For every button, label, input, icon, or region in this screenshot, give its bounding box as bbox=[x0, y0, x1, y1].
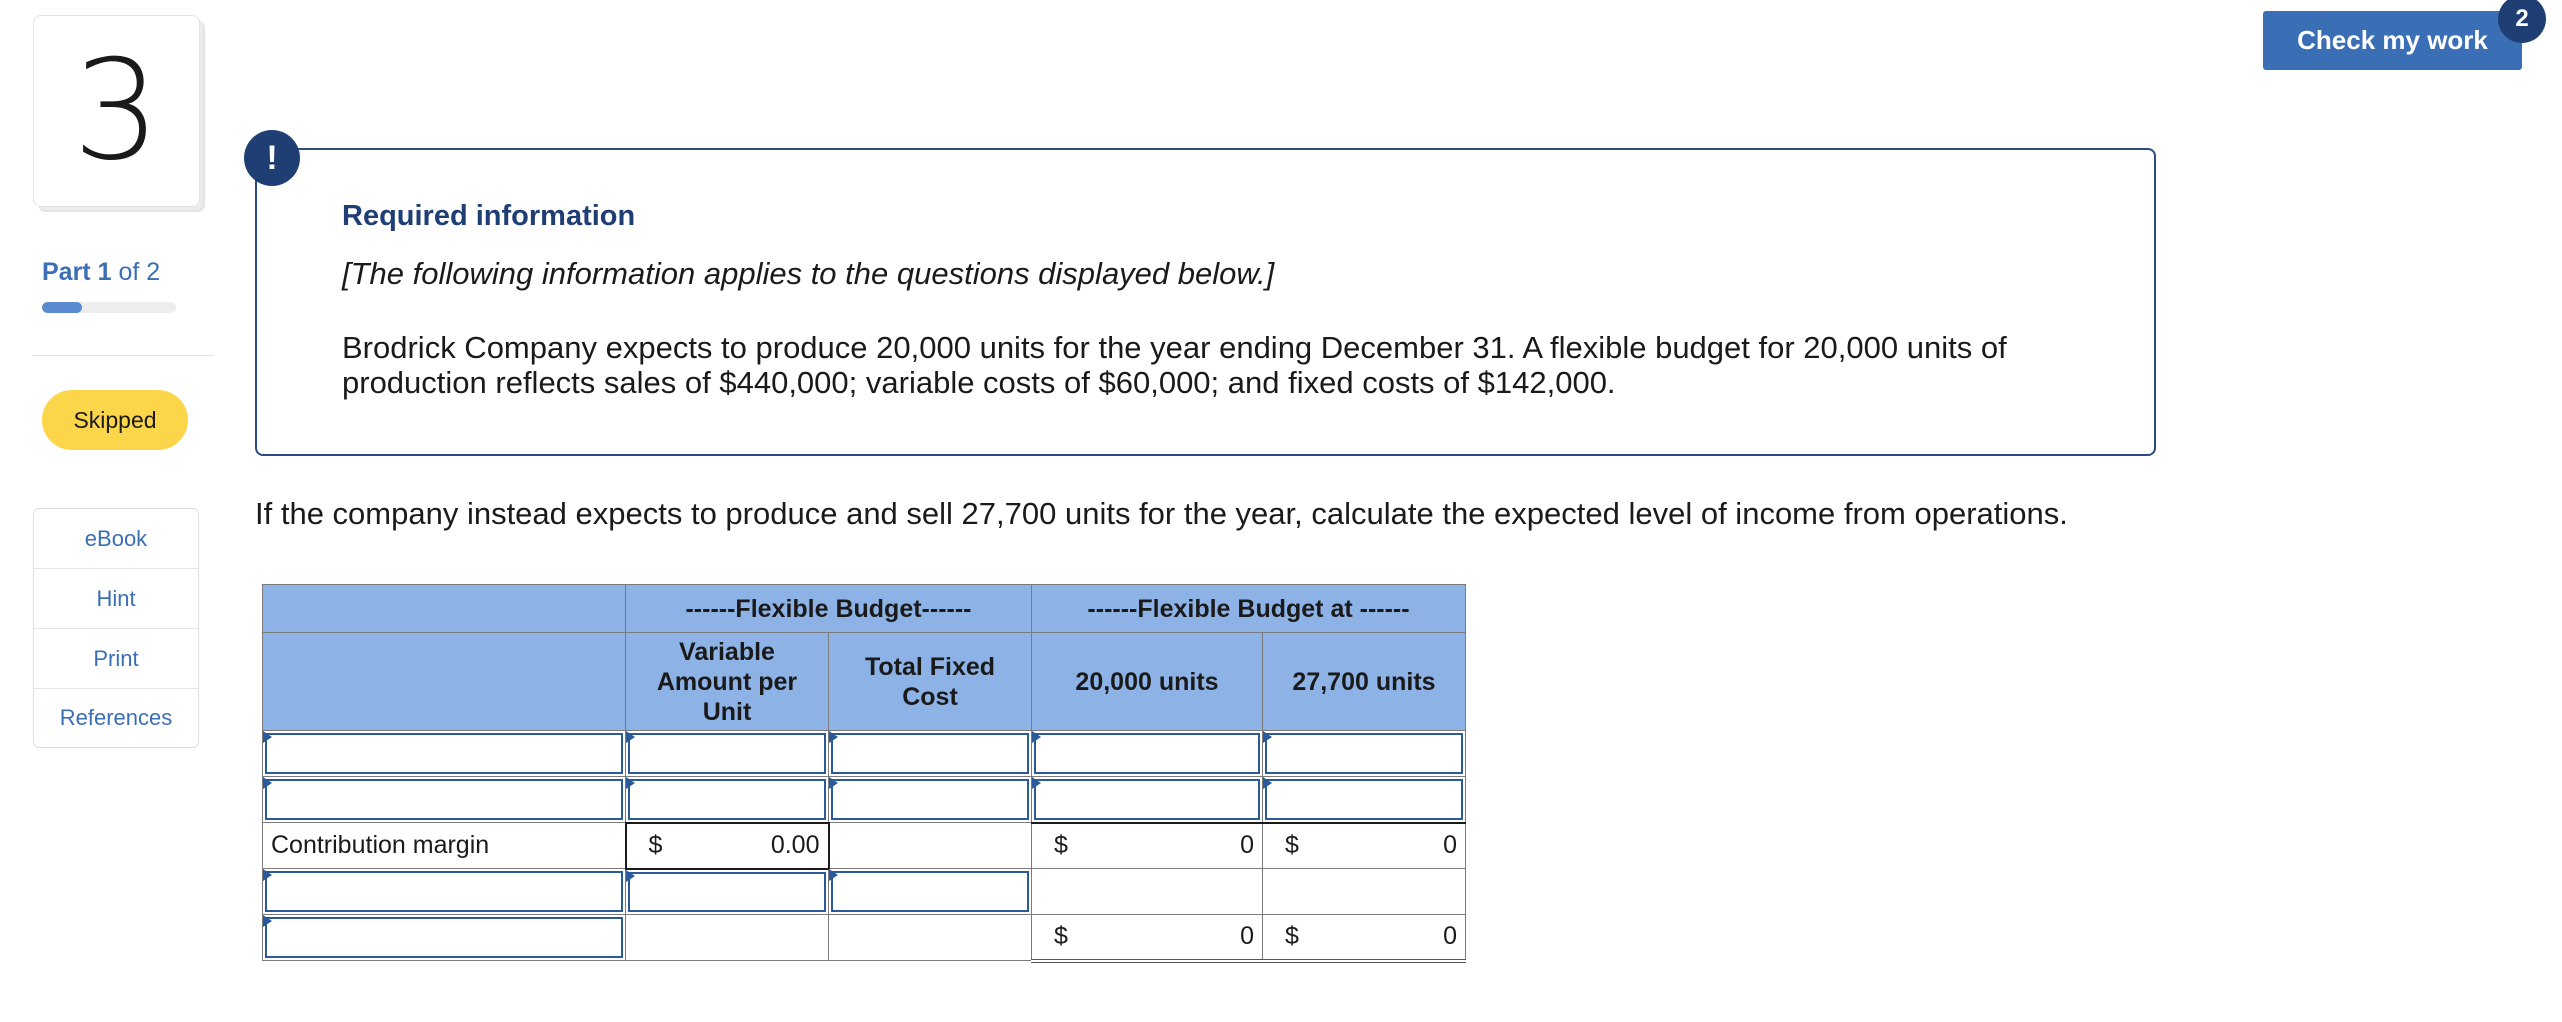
header-flexible-budget: ------Flexible Budget------ bbox=[626, 585, 1032, 633]
header-variable-amount: Variable Amount per Unit bbox=[626, 633, 829, 731]
table-row bbox=[263, 869, 1466, 915]
table-row bbox=[263, 731, 1466, 777]
required-information-title: Required information bbox=[342, 200, 636, 232]
dropdown-marker-icon bbox=[1263, 777, 1272, 789]
cm-27700-value: $ 0 bbox=[1285, 831, 1457, 860]
cm-variable-value: $ 0.00 bbox=[648, 831, 820, 859]
flexible-budget-table bbox=[262, 584, 1466, 963]
row2-20000-input[interactable] bbox=[1034, 779, 1260, 820]
check-my-work-button[interactable]: Check my work bbox=[2263, 11, 2522, 70]
dropdown-marker-icon bbox=[1032, 731, 1041, 743]
row4-27700-empty bbox=[1263, 869, 1466, 915]
header-27700-units: 27,700 units bbox=[1263, 633, 1466, 731]
row4-label-input[interactable] bbox=[265, 871, 623, 912]
header-blank-2 bbox=[263, 633, 626, 731]
row4-20000-empty bbox=[1032, 869, 1263, 915]
dropdown-marker-icon bbox=[626, 870, 635, 882]
status-badge: Skipped bbox=[42, 390, 188, 450]
dropdown-marker-icon bbox=[626, 777, 635, 789]
dropdown-marker-icon bbox=[263, 915, 272, 927]
ebook-link[interactable]: eBook bbox=[34, 509, 198, 569]
cm-fixed-empty bbox=[829, 823, 1032, 869]
alert-icon: ! bbox=[244, 130, 300, 186]
tools-panel bbox=[33, 508, 199, 748]
table-row bbox=[263, 777, 1466, 823]
hint-link[interactable]: Hint bbox=[34, 569, 198, 629]
part-indicator bbox=[42, 258, 160, 287]
contribution-margin-label: Contribution margin bbox=[263, 823, 626, 869]
row5-label-input[interactable] bbox=[265, 917, 623, 958]
part-prefix: Part bbox=[42, 258, 91, 286]
print-link[interactable]: Print bbox=[34, 629, 198, 689]
dropdown-marker-icon bbox=[829, 869, 838, 881]
dropdown-marker-icon bbox=[829, 777, 838, 789]
row2-variable-input[interactable] bbox=[628, 779, 826, 820]
part-total: of 2 bbox=[118, 258, 161, 286]
part-progress-fill bbox=[42, 302, 82, 313]
dropdown-marker-icon bbox=[1032, 777, 1041, 789]
header-20000-units: 20,000 units bbox=[1032, 633, 1263, 731]
row1-20000-input[interactable] bbox=[1034, 733, 1260, 774]
required-information-box bbox=[255, 148, 2156, 456]
dropdown-marker-icon bbox=[829, 731, 838, 743]
sidebar-divider bbox=[32, 355, 214, 356]
row4-fixed-input[interactable] bbox=[831, 871, 1029, 912]
question-text: If the company instead expects to produce and sell 27,700 units for the year, calculate the expected level of income from operations. bbox=[255, 496, 2068, 531]
row2-fixed-input[interactable] bbox=[831, 779, 1029, 820]
dropdown-marker-icon bbox=[1263, 731, 1272, 743]
header-blank bbox=[263, 585, 626, 633]
part-progress-bar bbox=[42, 302, 176, 313]
dropdown-marker-icon bbox=[626, 731, 635, 743]
dropdown-marker-icon bbox=[263, 731, 272, 743]
row1-variable-input[interactable] bbox=[628, 733, 826, 774]
row5-fixed-empty bbox=[829, 915, 1032, 961]
table-row-total bbox=[263, 915, 1466, 961]
header-total-fixed-cost: Total Fixed Cost bbox=[829, 633, 1032, 731]
dropdown-marker-icon bbox=[263, 869, 272, 881]
question-number-card bbox=[33, 15, 200, 207]
row1-fixed-input[interactable] bbox=[831, 733, 1029, 774]
required-information-subtitle: [The following information applies to the questions displayed below.] bbox=[342, 256, 1275, 291]
dropdown-marker-icon bbox=[263, 777, 272, 789]
required-information-body: Brodrick Company expects to produce 20,000 units for the year ending December 31. A flexible budget for 20,000 units of production reflects sales of $440,000; variable costs of $60,000; and fixed costs of $142,000. bbox=[342, 330, 2007, 400]
cm-20000-value: $ 0 bbox=[1054, 831, 1254, 860]
part-current: 1 bbox=[97, 258, 112, 286]
row4-variable-input[interactable] bbox=[628, 872, 826, 913]
total-20000-value: $ 0 bbox=[1054, 922, 1254, 951]
row2-27700-input[interactable] bbox=[1265, 779, 1463, 820]
references-link[interactable]: References bbox=[59, 705, 173, 730]
row1-label-input[interactable] bbox=[265, 733, 623, 774]
table-row-contribution-margin bbox=[263, 823, 1466, 869]
row5-variable-empty bbox=[626, 915, 829, 961]
header-flexible-budget-at: ------Flexible Budget at ------ bbox=[1032, 585, 1466, 633]
row1-27700-input[interactable] bbox=[1265, 733, 1463, 774]
total-27700-value: $ 0 bbox=[1285, 922, 1457, 951]
attempts-badge: 2 bbox=[2498, 0, 2546, 43]
question-number: 3 bbox=[72, 30, 161, 191]
row2-label-input[interactable] bbox=[265, 779, 623, 820]
